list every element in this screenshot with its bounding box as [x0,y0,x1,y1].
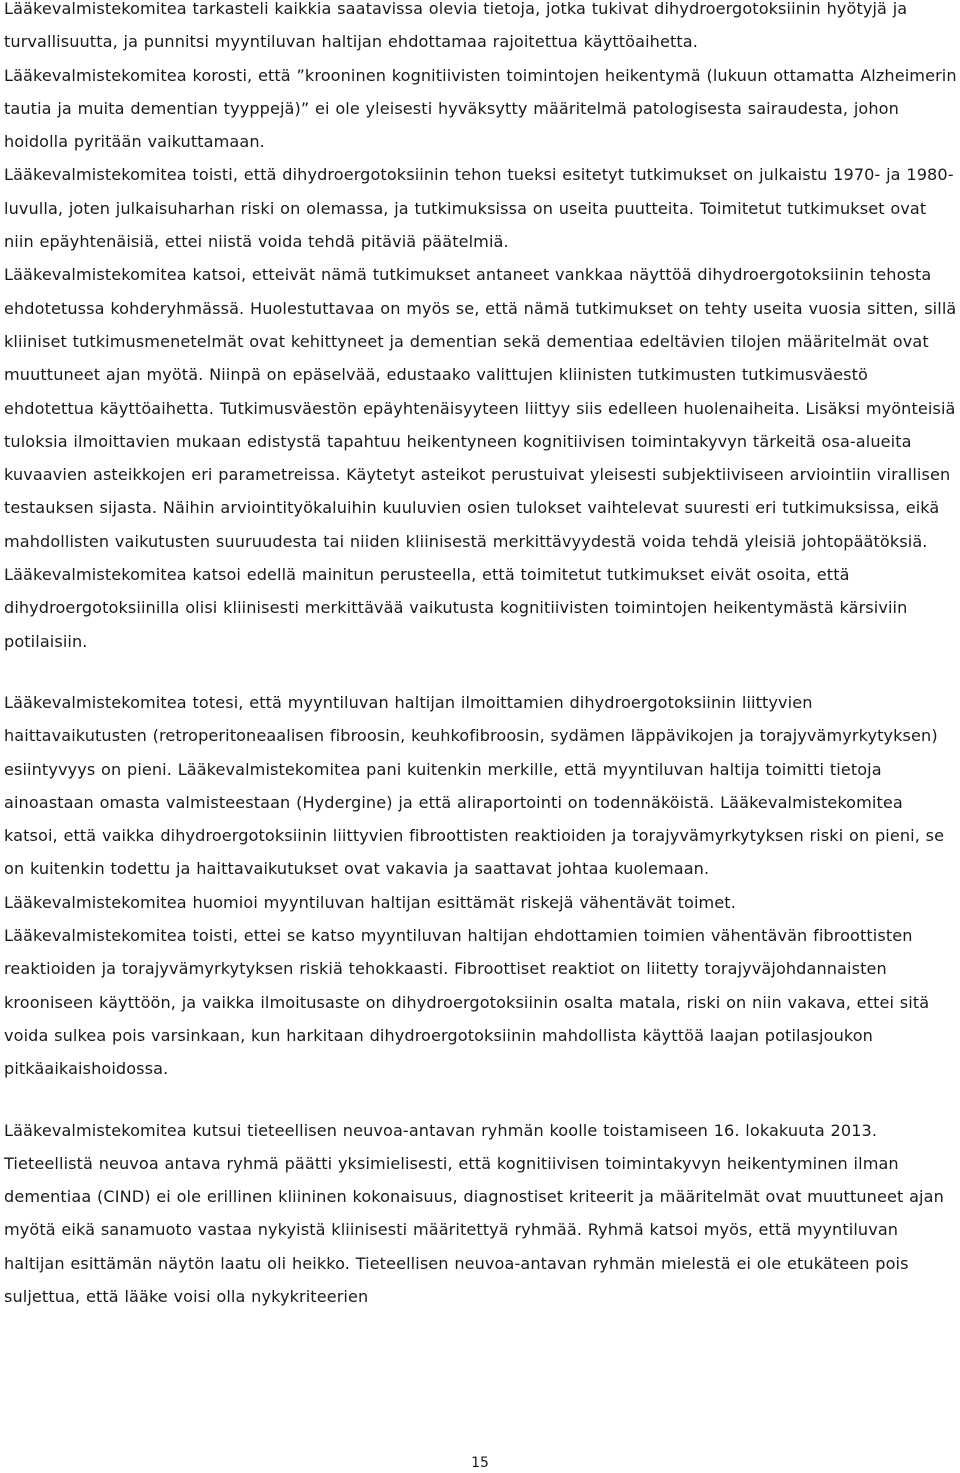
paragraph-gap [4,658,958,686]
paragraph-gap [4,1086,958,1114]
paragraph-1: Lääkevalmistekomitea tarkasteli kaikkia saatavissa olevia tietoja, jotka tukivat dihydroergotoksiinin hyötyjä ja turvallisuutta, ja punnitsi myyntiluvan haltijan ehdottamaa rajoitettua käyttöaihetta. [4,0,908,52]
paragraph-5: Lääkevalmistekomitea katsoi edellä mainitun perusteella, että toimitetut tutkimukset eivät osoita, että dihydroergotoksiinilla olisi kliinisesti merkittävää vaikutusta kognitiivisten toimintojen heikentymästä kärsiviin potilaisiin. [4,565,908,651]
paragraph-8: Lääkevalmistekomitea toisti, ettei se katso myyntiluvan haltijan ehdottamien toimien vähentävän fibroottisten reaktioiden ja torajyvämyrkytyksen riskiä tehokkaasti. Fibroottiset reaktiot on liitetty torajyväjohdannaisten krooniseen käyttöön, ja vaikka ilmoitusaste on dihydroergotoksiinin osalta matala, riski on niin vakava, ettei sitä voida sulkea pois varsinkaan, kun harkitaan dihydroergotoksiinin mahdollista käyttöä laajan potilasjoukon pitkäaikaishoidossa. [4,926,930,1079]
paragraph-4: Lääkevalmistekomitea katsoi, etteivät nämä tutkimukset antaneet vankkaa näyttöä dihydroergotoksiinin tehosta ehdotetussa kohderyhmässä. Huolestuttavaa on myös se, että nämä tutkimukset on tehty useita vuosia sitten, sillä kliiniset tutkimusmenetelmät ovat kehittyneet ja dementian sekä dementiaa edeltävien tilojen määritelmät ovat muuttuneet ajan myötä. Niinpä on epäselvää, edustaako valittujen kliinisten tutkimusten tutkimusväestö ehdotettua käyttöaihetta. Tutkimusväestön epäyhtenäisyyteen liittyy siis edelleen huolenaiheita. Lisäksi myönteisiä tuloksia ilmoittavien mukaan edistystä tapahtuu heikentyneen kognitiivisen toimintakyvyn tärkeitä osa-alueita kuvaavien asteikkojen eri parametreissa. Käytetyt asteikot perustuivat yleisesti subjektiiviseen arviointiin virallisen testauksen sijasta. Näihin arviointityökaluihin kuuluvien osien tulokset vaihtelevat suuresti eri tutkimuksissa, eikä mahdollisten vaikutusten suuruudesta tai niiden kliinisestä merkittävyydestä voida tehdä yleisiä johtopäätöksiä. [4,265,957,551]
paragraph-3: Lääkevalmistekomitea toisti, että dihydroergotoksiinin tehon tueksi esitetyt tutkimukset on julkaistu 1970- ja 1980-luvulla, joten julkaisuharhan riski on olemassa, ja tutkimuksissa on useita puutteita. Toimitetut tutkimukset ovat niin epäyhtenäisiä, ettei niistä voida tehdä pitäviä päätelmiä. [4,165,954,252]
paragraph-6: Lääkevalmistekomitea totesi, että myyntiluvan haltijan ilmoittamien dihydroergotoksiinin liittyvien haittavaikutusten (retroperitoneaalisen fibroosin, keuhkofibroosin, sydämen läppävikojen ja torajyvämyrkytyksen) esiintyvyys on pieni. Lääkevalmistekomitea pani kuitenkin merkille, että myyntiluvan haltija toimitti tietoja ainoastaan omasta valmisteestaan (Hydergine) ja että aliraportointi on todennäköistä. Lääkevalmistekomitea katsoi, että vaikka dihydroergotoksiinin liittyvien fibroottisten reaktioiden ja torajyvämyrkytyksen riski on pieni, se on kuitenkin todettu ja haittavaikutukset ovat vakavia ja saattavat johtaa kuolemaan. [4,692,945,879]
page-number: 15 [471,1455,489,1471]
paragraph-9: Lääkevalmistekomitea kutsui tieteellisen neuvoa-antavan ryhmän koolle toistamiseen 16. lokakuuta 2013. Tieteellistä neuvoa antava ryhmä päätti yksimielisesti, että kognitiivisen toimintakyvyn heikentyminen ilman dementiaa (CIND) ei ole erillinen kliininen kokonaisuus, diagnostiset kriteerit ja määritelmät ovat muuttuneet ajan myötä eikä sanamuoto vastaa nykyistä kliinisesti määritettyä ryhmää. Ryhmä katsoi myös, että myyntiluvan haltijan esittämän näytön laatu oli heikko. Tieteellisen neuvoa-antavan ryhmän mielestä ei ole etukäteen pois suljettua, että lääke voisi olla nykykriteerien [4,1120,944,1306]
paragraph-7: Lääkevalmistekomitea huomioi myyntiluvan haltijan esittämät riskejä vähentävät toimet. [4,892,736,912]
document-body [4,0,958,1313]
paragraph-2: Lääkevalmistekomitea korosti, että ”krooninen kognitiivisten toimintojen heikentymä (lukuun ottamatta Alzheimerin tautia ja muita dementian tyyppejä)” ei ole yleisesti hyväksytty määritelmä patologisesta sairaudesta, johon hoidolla pyritään vaikuttamaan. [4,65,957,152]
